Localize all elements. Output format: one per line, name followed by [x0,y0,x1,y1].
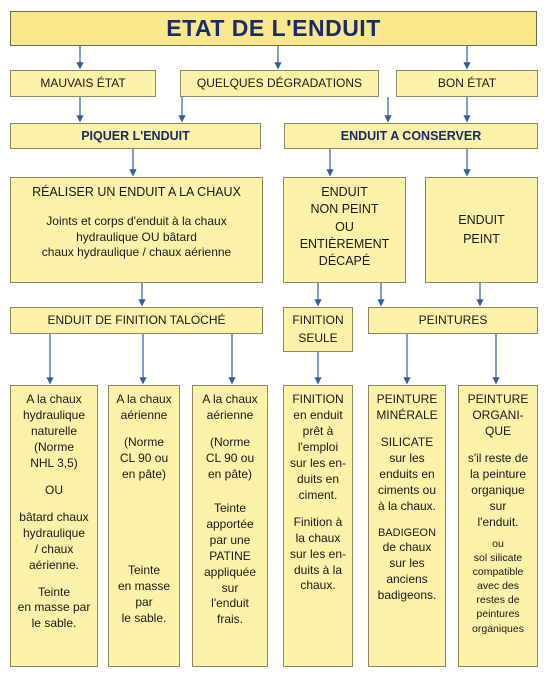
col4-l11: duits à la [293,562,343,577]
col3-l1: A la chaux [202,392,258,406]
col4-l2: en enduit [293,407,343,422]
col5-l7: à la chaux. [377,498,437,513]
col5-l5: enduits en [379,466,435,481]
col4-l6: duits en [296,471,340,486]
non-peint-l4: ENTIÈREMENT [299,236,390,251]
col1-l6: OU [45,482,63,497]
page-title: ETAT DE L'ENDUIT [166,14,381,41]
col6-l10: sol silicate [473,551,523,564]
col3-l8: par une [209,532,251,547]
non-peint-l1: ENDUIT [321,185,368,199]
col5-l9: de chaux [382,540,432,555]
col5-l10: sur les [389,556,425,571]
col3-l4: CL 90 ou [205,450,255,465]
piquer-label: PIQUER L'ENDUIT [81,128,190,143]
col5-l6: ciments ou [377,482,437,497]
col3-l10: appliquée [203,564,257,579]
conserver-box [284,123,538,149]
non-peint-l5: DÉCAPÉ [318,254,371,268]
col1-l12: en masse par [17,600,91,615]
col1-l8: hydraulique [22,525,86,540]
col4-l8: Finition à [293,514,343,529]
col2-l1: A la chaux [116,392,172,406]
detail-col-5 [368,385,446,667]
col1-l1: A la chaux [26,392,82,406]
col6-l5: la peinture [469,466,527,481]
title-box [10,11,537,46]
col2-l8: par [135,594,153,609]
detail-col-3 [192,385,268,667]
col1-l2: hydraulique [22,407,86,422]
detail-col-2 [108,385,180,667]
finition-seule-box [283,307,353,352]
col4-l9: la chaux [295,530,341,545]
col4-l4: l'emploi [297,439,339,454]
col2-l4: CL 90 ou [119,450,169,465]
col6-l9: ou [492,537,504,550]
col6-l7: sur [489,498,507,513]
finition-talochee-label: ENDUIT DE FINITION TALOCHÉ [47,312,226,327]
col4-l12: chaux. [300,578,336,593]
state-some-box [180,70,379,97]
col5-l1: PEINTURE [376,392,438,406]
col3-l2: aérienne [206,407,254,422]
realiser-line3: chaux hydraulique / chaux aérienne [41,245,232,260]
piquer-box [10,123,261,149]
col3-l6: Teinte [213,500,247,515]
col1-l3: naturelle [30,423,78,438]
conserver-label: ENDUIT A CONSERVER [340,128,482,143]
col2-l2: aérienne [120,407,168,422]
col5-l3: SILICATE [380,434,434,449]
finition-seule-l2: SEULE [298,330,338,345]
finition-seule-l1: FINITION [292,313,344,328]
col1-l4: (Norme [33,439,74,454]
col4-l7: ciment. [298,487,338,502]
col2-l5: en pâte) [121,466,167,481]
col6-l13: restes de [476,594,520,607]
col5-l2: MINÉRALE [376,407,438,422]
state-bad-box [10,70,156,97]
detail-col-1 [10,385,98,667]
col6-l4: s'il reste de [467,450,529,465]
peint-l1: ENDUIT [458,213,505,228]
col1-l11: Teinte [37,584,71,599]
col1-l10: aérienne. [28,557,80,572]
col2-l3: (Norme [123,434,164,449]
col1-l7: bâtard chaux [19,509,89,524]
realiser-heading: RÉALISER UN ENDUIT A LA CHAUX [32,185,241,199]
non-peint-box [283,177,406,283]
col3-l3: (Norme [209,434,250,449]
col5-l12: badigeons. [377,588,437,603]
realiser-line1: Joints et corps d'enduit à la chaux [46,214,227,229]
state-good-box [396,70,538,97]
peintures-box [368,307,538,334]
peint-l2: PEINT [463,232,500,246]
col3-l5: en pâte) [207,466,253,481]
col6-l12: avec des [476,580,520,593]
col2-l6: Teinte [127,562,161,577]
col4-l10: sur les en- [289,546,347,561]
col3-l13: frais. [216,612,243,627]
col3-l11: sur [221,580,239,595]
col3-l9: PATINE [209,548,251,563]
peint-box [425,177,538,283]
non-peint-l2: NON PEINT [310,202,379,217]
col6-l6: organique [471,482,525,497]
col5-l11: anciens [386,572,428,587]
col1-l9: / chaux [34,541,74,556]
col6-l8: l'enduit. [477,514,519,529]
detail-col-4 [283,385,353,667]
col4-l1: FINITION [292,392,344,406]
col3-l7: apportée [206,516,254,531]
detail-col-6 [458,385,538,667]
state-good-label: BON ÉTAT [437,75,497,90]
col1-l5: NHL 3,5) [30,455,78,470]
col6-l1: PEINTURE [467,392,529,406]
realiser-box [10,177,263,283]
col6-l11: compatible [472,565,524,578]
col6-l14: peintures [476,608,520,621]
col6-l2: ORGANI- [472,407,524,422]
state-some-label: QUELQUES DÉGRADATIONS [196,75,363,90]
col3-l12: l'enduit [211,596,249,611]
col6-l3: QUE [484,423,511,438]
col1-l13: le sable. [31,616,77,631]
col2-l9: le sable. [121,610,167,625]
state-bad-label: MAUVAIS ÉTAT [40,75,126,90]
col5-l4: sur les [389,450,425,465]
realiser-line2: hydraulique OU bâtard [76,229,197,244]
col2-l7: en masse [117,578,171,593]
peintures-label: PEINTURES [418,312,488,327]
col6-l15: organiques [472,622,524,635]
col4-l3: prêt à [302,423,334,438]
finition-talochee-box [10,307,263,334]
col4-l5: sur les en- [289,455,347,470]
col5-l8: BADIGEON [377,526,437,539]
non-peint-l3: OU [335,219,354,234]
